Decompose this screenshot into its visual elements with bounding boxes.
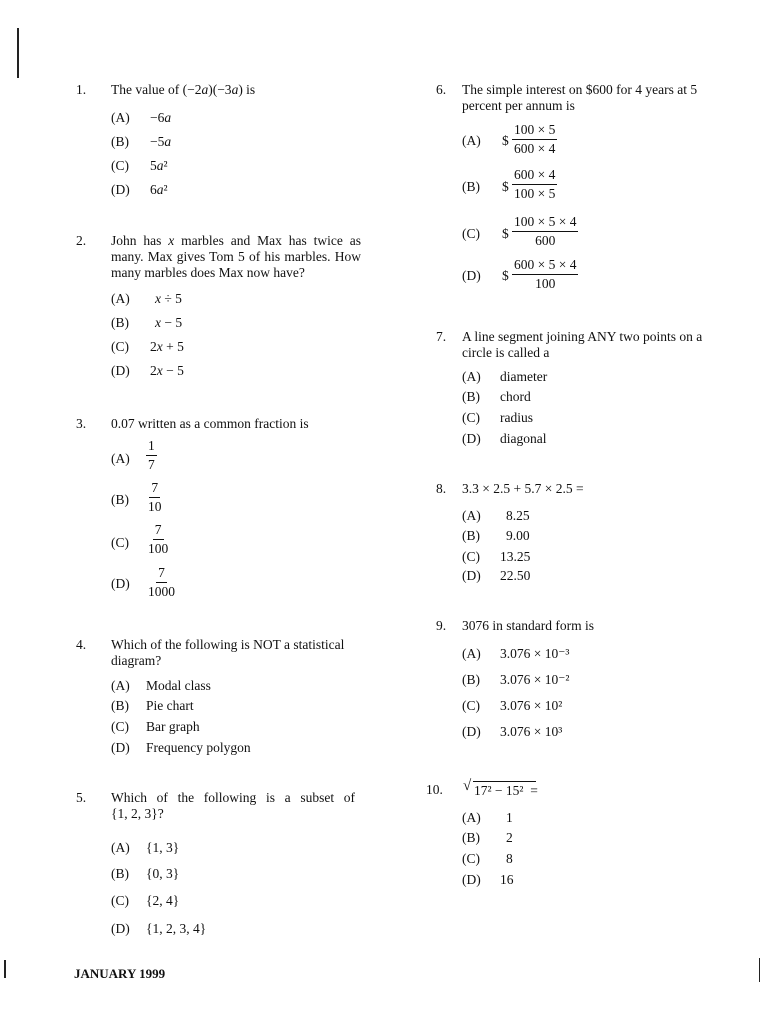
question-stem-cont: {1, 2, 3}? bbox=[111, 806, 164, 821]
question-number: 4. bbox=[76, 637, 87, 652]
option-text: diagonal bbox=[500, 431, 547, 446]
option-text: chord bbox=[500, 389, 531, 404]
option-text: 3.076 × 10² bbox=[500, 698, 563, 713]
option-label: (A) bbox=[462, 810, 481, 825]
question-stem: Which of the following is NOT a statistical diagram? bbox=[111, 637, 345, 668]
option-text: Frequency polygon bbox=[146, 740, 251, 755]
option-text: 2x + 5 bbox=[150, 339, 184, 354]
option-label: (C) bbox=[462, 549, 480, 564]
option-label: (C) bbox=[462, 851, 480, 866]
option-label: (B) bbox=[462, 389, 480, 404]
page-footer-date: JANUARY 1999 bbox=[74, 966, 166, 981]
question-stem: 3076 in standard form is bbox=[462, 618, 594, 633]
option-label: (B) bbox=[111, 492, 129, 507]
option-text: 22.50 bbox=[500, 568, 531, 583]
fraction: $\frac{7}{1000}$ bbox=[148, 565, 175, 599]
option-label: (C) bbox=[111, 893, 129, 908]
option-text: 1 bbox=[506, 810, 513, 825]
option-text: 13.25 bbox=[500, 549, 531, 564]
option-label: (C) bbox=[462, 698, 480, 713]
option-text: {0, 3} bbox=[146, 866, 180, 881]
option-label: (A) bbox=[111, 840, 130, 855]
option-label: (D) bbox=[111, 363, 130, 378]
fraction: $\frac{600 \times 4}{100 \times 5}$ bbox=[514, 167, 556, 201]
option-text: 2 bbox=[506, 830, 513, 845]
option-label: (C) bbox=[462, 226, 480, 241]
binding-mark bbox=[17, 28, 19, 78]
option-label: (B) bbox=[111, 698, 129, 713]
option-text: 3.076 × 10⁻³ bbox=[500, 646, 570, 661]
question-number: 10. bbox=[426, 782, 443, 797]
option-label: (D) bbox=[462, 431, 481, 446]
option-text: 8.25 bbox=[506, 508, 530, 523]
dollar-sign: $ bbox=[502, 133, 509, 148]
option-label: (A) bbox=[462, 369, 481, 384]
option-label: (C) bbox=[111, 158, 129, 173]
question-stem: 17² − 15² = bbox=[474, 783, 538, 798]
question-stem: Which of the following is a subset of bbox=[111, 790, 355, 805]
option-label: (D) bbox=[111, 921, 130, 936]
option-text: 16 bbox=[500, 872, 514, 887]
option-text: 3.076 × 10³ bbox=[500, 724, 563, 739]
option-text: 9.00 bbox=[506, 528, 530, 543]
fraction: $\frac{7}{10}$ bbox=[148, 480, 162, 514]
question-number: 8. bbox=[436, 481, 447, 496]
question-stem: John has x marbles and Max has twice as many. Max gives Tom 5 of his marbles. How many marbles does Max now have? bbox=[111, 233, 361, 280]
option-text: 6a² bbox=[150, 182, 168, 197]
option-text: Bar graph bbox=[146, 719, 200, 734]
question-number: 2. bbox=[76, 233, 87, 248]
option-text: Pie chart bbox=[146, 698, 194, 713]
option-text: {1, 3} bbox=[146, 840, 180, 855]
question-stem: The simple interest on $600 for 4 years at 5 percent per annum is bbox=[462, 82, 698, 113]
fraction: $\frac{7}{100}$ bbox=[148, 522, 169, 556]
option-label: (C) bbox=[111, 719, 129, 734]
option-label: (D) bbox=[462, 268, 481, 283]
question-stem: 3.3 × 2.5 + 5.7 × 2.5 = bbox=[462, 481, 584, 496]
option-label: (B) bbox=[462, 672, 480, 687]
option-label: (A) bbox=[111, 451, 130, 466]
option-label: (B) bbox=[111, 315, 129, 330]
dollar-sign: $ bbox=[502, 268, 509, 283]
option-label: (D) bbox=[462, 568, 481, 583]
question-number: 3. bbox=[76, 416, 87, 431]
option-label: (D) bbox=[111, 576, 130, 591]
question-number: 6. bbox=[436, 82, 447, 97]
option-label: (A) bbox=[111, 678, 130, 693]
option-label: (A) bbox=[462, 646, 481, 661]
option-text: Modal class bbox=[146, 678, 211, 693]
option-text: −6a bbox=[150, 110, 172, 125]
option-label: (C) bbox=[111, 339, 129, 354]
fraction: $\frac{100 \times 5}{600 \times 4}$ bbox=[514, 122, 556, 156]
option-text: 3.076 × 10⁻² bbox=[500, 672, 570, 687]
option-label: (D) bbox=[111, 740, 130, 755]
option-label: (A) bbox=[111, 110, 130, 125]
option-text: x − 5 bbox=[155, 315, 183, 330]
radical-bar bbox=[473, 781, 536, 782]
option-label: (A) bbox=[111, 291, 130, 306]
dollar-sign: $ bbox=[502, 226, 509, 241]
option-label: (D) bbox=[111, 182, 130, 197]
option-text: 5a² bbox=[150, 158, 168, 173]
option-label: (C) bbox=[111, 535, 129, 550]
option-text: x ÷ 5 bbox=[155, 291, 182, 306]
option-label: (B) bbox=[111, 134, 129, 149]
dollar-sign: $ bbox=[502, 179, 509, 194]
option-text: 2x − 5 bbox=[150, 363, 184, 378]
fraction: $\frac{600 \times 5 \times 4}{100}$ bbox=[514, 257, 577, 291]
option-text: 8 bbox=[506, 851, 513, 866]
option-label: (A) bbox=[462, 133, 481, 148]
square-root-icon: √ bbox=[463, 778, 472, 794]
question-stem: The value of (−2a)(−3a) is bbox=[111, 82, 256, 97]
question-number: 1. bbox=[76, 82, 87, 97]
option-label: (C) bbox=[462, 410, 480, 425]
option-text: {2, 4} bbox=[146, 893, 180, 908]
question-number: 5. bbox=[76, 790, 87, 805]
question-number: 7. bbox=[436, 329, 447, 344]
question-number: 9. bbox=[436, 618, 447, 633]
question-stem: A line segment joining ANY two points on a circle is called a bbox=[462, 329, 703, 360]
option-text: radius bbox=[500, 410, 533, 425]
option-label: (B) bbox=[111, 866, 129, 881]
fraction: $\frac{100 \times 5 \times 4}{600}$ bbox=[514, 214, 577, 248]
fraction: $\frac{1}{7}$ bbox=[148, 438, 155, 472]
option-label: (B) bbox=[462, 830, 480, 845]
option-text: diameter bbox=[500, 369, 548, 384]
option-label: (D) bbox=[462, 872, 481, 887]
option-text: −5a bbox=[150, 134, 172, 149]
option-text: {1, 2, 3, 4} bbox=[146, 921, 207, 936]
binding-mark bbox=[759, 958, 760, 982]
option-label: (B) bbox=[462, 179, 480, 194]
option-label: (B) bbox=[462, 528, 480, 543]
option-label: (D) bbox=[462, 724, 481, 739]
question-stem: 0.07 written as a common fraction is bbox=[111, 416, 309, 431]
option-label: (A) bbox=[462, 508, 481, 523]
binding-mark bbox=[4, 960, 6, 978]
